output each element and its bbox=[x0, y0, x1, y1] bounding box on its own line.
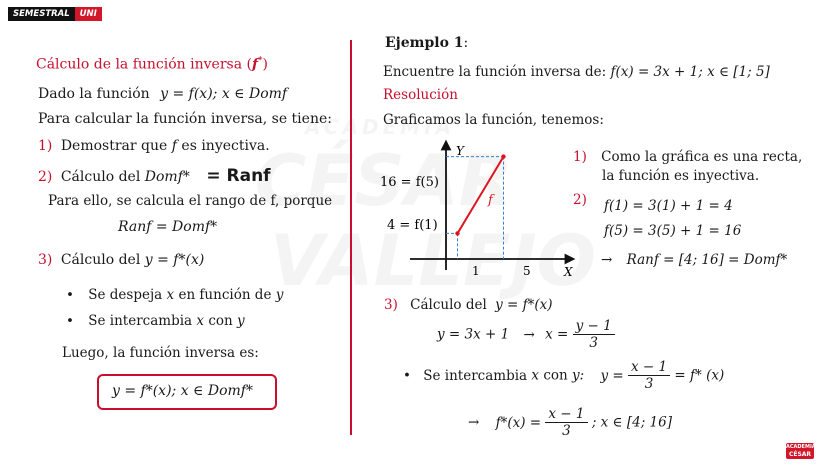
x-axis-label: X bbox=[564, 265, 573, 279]
note2-eq3: Ranf = [4; 16] = Domf* bbox=[626, 252, 788, 268]
step3-line bbox=[38, 252, 204, 268]
final-f: f*(x) = bbox=[495, 414, 542, 431]
step2-number: 2) bbox=[38, 169, 53, 185]
eq-x: x = bbox=[545, 326, 569, 343]
handwritten-ranf: = Ranf bbox=[206, 166, 271, 186]
note2-number bbox=[573, 192, 587, 208]
left-title-text: Cálculo de la función inversa ( bbox=[36, 56, 252, 73]
bullet-y: y: bbox=[572, 367, 585, 384]
y-axis-label: Y bbox=[456, 144, 464, 158]
note2-eq3-line bbox=[601, 252, 787, 268]
step3-text: Cálculo del bbox=[60, 252, 141, 268]
step2-line bbox=[38, 166, 271, 186]
function-line bbox=[458, 157, 504, 234]
eq2-rest: = f* (x) bbox=[674, 367, 725, 384]
step1-number: 1) bbox=[38, 138, 53, 154]
eq2-y: y = bbox=[600, 367, 624, 384]
ranf-equation: Ranf = Domf* bbox=[118, 219, 218, 235]
fraction-final bbox=[545, 406, 587, 439]
step3-number: 3) bbox=[38, 252, 53, 268]
tick-5: 5 bbox=[523, 264, 531, 278]
step2-math: Domf* bbox=[144, 169, 190, 185]
arrow-icon: → bbox=[523, 326, 535, 343]
point-end bbox=[501, 154, 505, 158]
left-title-f: f bbox=[251, 56, 259, 73]
resolucion-label: Resolución bbox=[383, 87, 458, 103]
graficamos-line: Graficamos la función, tenemos: bbox=[383, 112, 604, 128]
final-inverse-line bbox=[468, 406, 672, 439]
enunciado-math: f(x) = 3x + 1; x ∈ [1; 5] bbox=[610, 64, 770, 80]
note1 bbox=[573, 149, 802, 165]
despeje-equation bbox=[437, 318, 615, 351]
right-step3-line bbox=[384, 297, 553, 313]
right-step3-number: 3) bbox=[384, 297, 398, 313]
frac2-numerator: x − 1 bbox=[628, 359, 670, 376]
arrow-icon: → bbox=[601, 252, 613, 268]
step2-text: Cálculo del bbox=[60, 169, 141, 185]
b1-x: x bbox=[166, 287, 175, 303]
tick-1: 1 bbox=[472, 264, 480, 278]
b2-y: y bbox=[237, 313, 245, 329]
cesar-vallejo-logo bbox=[786, 443, 814, 459]
bullet-intercambia bbox=[66, 313, 245, 329]
luego-line: Luego, la función inversa es: bbox=[62, 345, 259, 361]
step1-rest: es inyectiva. bbox=[181, 138, 270, 154]
uni-label: UNI bbox=[75, 7, 102, 21]
b1-y: y bbox=[275, 287, 284, 303]
left-title bbox=[36, 56, 268, 73]
enunciado-line bbox=[383, 64, 770, 80]
frac1-denominator: 3 bbox=[589, 335, 598, 351]
note1-number: 1) bbox=[573, 149, 587, 165]
b2-text-a: Se intercambia bbox=[88, 313, 193, 329]
bullet-despeja bbox=[66, 287, 283, 303]
b1-text-a: Se despeja bbox=[88, 287, 163, 303]
brand-line2: CÉSAR bbox=[788, 451, 812, 458]
given-text: Dado la función bbox=[38, 86, 150, 102]
intercambia-line bbox=[403, 359, 724, 392]
ejemplo-label: Ejemplo 1 bbox=[385, 35, 464, 51]
right-step3-math: y = f*(x) bbox=[495, 297, 553, 313]
note1-text1: Como la gráfica es una recta, bbox=[601, 149, 803, 165]
final-domain: ; x ∈ [4; 16] bbox=[591, 414, 672, 431]
ejemplo-title bbox=[385, 35, 468, 51]
bullet-text: Se intercambia bbox=[423, 367, 528, 384]
given-line bbox=[38, 86, 287, 102]
para-line: Para ello, se calcula el rango de f, porque bbox=[48, 193, 333, 209]
column-divider bbox=[350, 40, 352, 435]
point-start bbox=[455, 231, 459, 235]
bullet-con: con bbox=[543, 367, 568, 384]
note2-eq2: f(5) = 3(5) + 1 = 16 bbox=[604, 223, 742, 239]
frac1-numerator: y − 1 bbox=[573, 318, 615, 335]
left-title-close: ) bbox=[262, 56, 268, 73]
b2-x: x bbox=[196, 313, 205, 329]
label-4: 4 = f(1) bbox=[387, 218, 438, 233]
frac3-denominator: 3 bbox=[562, 423, 571, 439]
label-16: 16 = f(5) bbox=[380, 175, 439, 190]
right-step3-text: Cálculo del bbox=[410, 297, 487, 313]
step1-f: f bbox=[171, 138, 177, 154]
final-formula: y = f*(x); x ∈ Domf* bbox=[112, 383, 253, 399]
bullet-dot: • bbox=[403, 367, 411, 384]
fraction-x-minus-1 bbox=[628, 359, 670, 392]
curve-label: f bbox=[488, 193, 493, 208]
bullet-x: x bbox=[531, 367, 540, 384]
given-math: y = f(x); x ∈ Domf bbox=[160, 86, 288, 102]
b1-text-b: en función de bbox=[178, 287, 272, 303]
left-title-sup: * bbox=[258, 56, 263, 66]
step1-line bbox=[38, 138, 270, 154]
b2-text-b: con bbox=[208, 313, 233, 329]
fraction-y-minus-1 bbox=[573, 318, 615, 351]
brand-line1: ACADEMIA bbox=[786, 444, 816, 450]
frac3-numerator: x − 1 bbox=[545, 406, 587, 423]
note2-num: 2) bbox=[573, 192, 587, 208]
bullet-dot: • bbox=[66, 313, 74, 329]
enunciado-text: Encuentre la función inversa de: bbox=[383, 64, 607, 80]
semestral-label: SEMESTRAL bbox=[8, 7, 75, 21]
semestral-uni-logo bbox=[8, 7, 102, 21]
step1-text: Demostrar que bbox=[60, 138, 168, 154]
note2-eq1: f(1) = 3(1) + 1 = 4 bbox=[604, 198, 733, 214]
bullet-dot: • bbox=[66, 287, 74, 303]
ejemplo-colon: : bbox=[463, 35, 469, 51]
arrow-icon: → bbox=[468, 414, 480, 431]
intro-line: Para calcular la función inversa, se tiene: bbox=[38, 111, 332, 127]
function-graph bbox=[370, 135, 585, 285]
step3-math: y = f*(x) bbox=[144, 252, 205, 268]
frac2-denominator: 3 bbox=[644, 376, 654, 392]
eq-y: y = 3x + 1 bbox=[437, 326, 510, 343]
note1-line2: la función es inyectiva. bbox=[602, 168, 760, 184]
